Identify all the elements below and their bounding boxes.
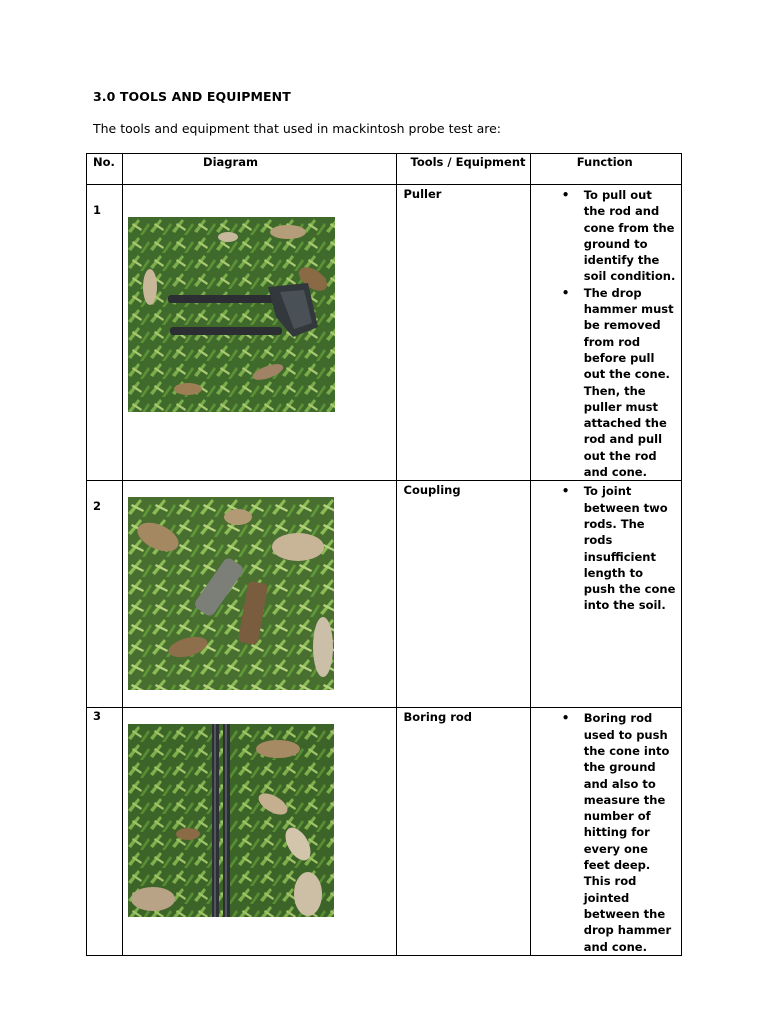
diagram-cell — [123, 708, 396, 955]
function-list — [531, 483, 681, 613]
table-header-row — [87, 154, 682, 185]
function-item: • To pull out the rod and cone from the ground to identify the soil condition. — [531, 187, 681, 285]
header-diagram: Diagram — [123, 154, 396, 185]
row-number-cell — [87, 185, 123, 481]
tool-name: Puller — [403, 187, 442, 201]
function-cell — [530, 185, 681, 481]
table-row — [87, 185, 682, 481]
function-cell — [530, 708, 681, 955]
row-number-cell — [87, 708, 123, 955]
section-heading: 3.0 TOOLS AND EQUIPMENT — [93, 89, 291, 104]
header-function: Function — [530, 154, 681, 185]
row-number-cell — [87, 481, 123, 708]
table-row — [87, 481, 682, 708]
function-list — [531, 187, 681, 480]
tool-name-cell — [396, 185, 530, 481]
diagram-cell — [123, 481, 396, 708]
row-number: 3 — [93, 709, 102, 724]
tool-name-cell — [396, 708, 530, 955]
function-list — [531, 710, 681, 954]
puller-photo — [128, 217, 335, 412]
row-number: 2 — [93, 499, 102, 514]
function-item: • To joint between two rods. The rods insufficient length to push the cone into the soil. — [531, 483, 681, 613]
function-item: • The drop hammer must be removed from rod before pull out the cone. Then, the puller must attached the rod and pull out the rod and cone. — [531, 285, 681, 481]
tool-name: Coupling — [403, 483, 461, 498]
tools-table — [86, 153, 682, 956]
tool-name: Boring rod — [403, 710, 473, 725]
header-tool: Tools / Equipment — [396, 154, 530, 185]
diagram-cell — [123, 185, 396, 481]
function-cell — [530, 481, 681, 708]
boring-rod-photo — [128, 724, 334, 917]
header-no: No. — [87, 154, 123, 185]
tool-name-cell — [396, 481, 530, 708]
coupling-photo — [128, 497, 334, 690]
intro-text: The tools and equipment that used in mackintosh probe test are: — [93, 121, 501, 136]
table-row — [87, 708, 682, 955]
row-number: 1 — [93, 203, 102, 217]
function-item: • Boring rod used to push the cone into the ground and also to measure the number of hitting for every one feet deep. This rod jointed between the drop hammer and cone. — [531, 710, 681, 954]
